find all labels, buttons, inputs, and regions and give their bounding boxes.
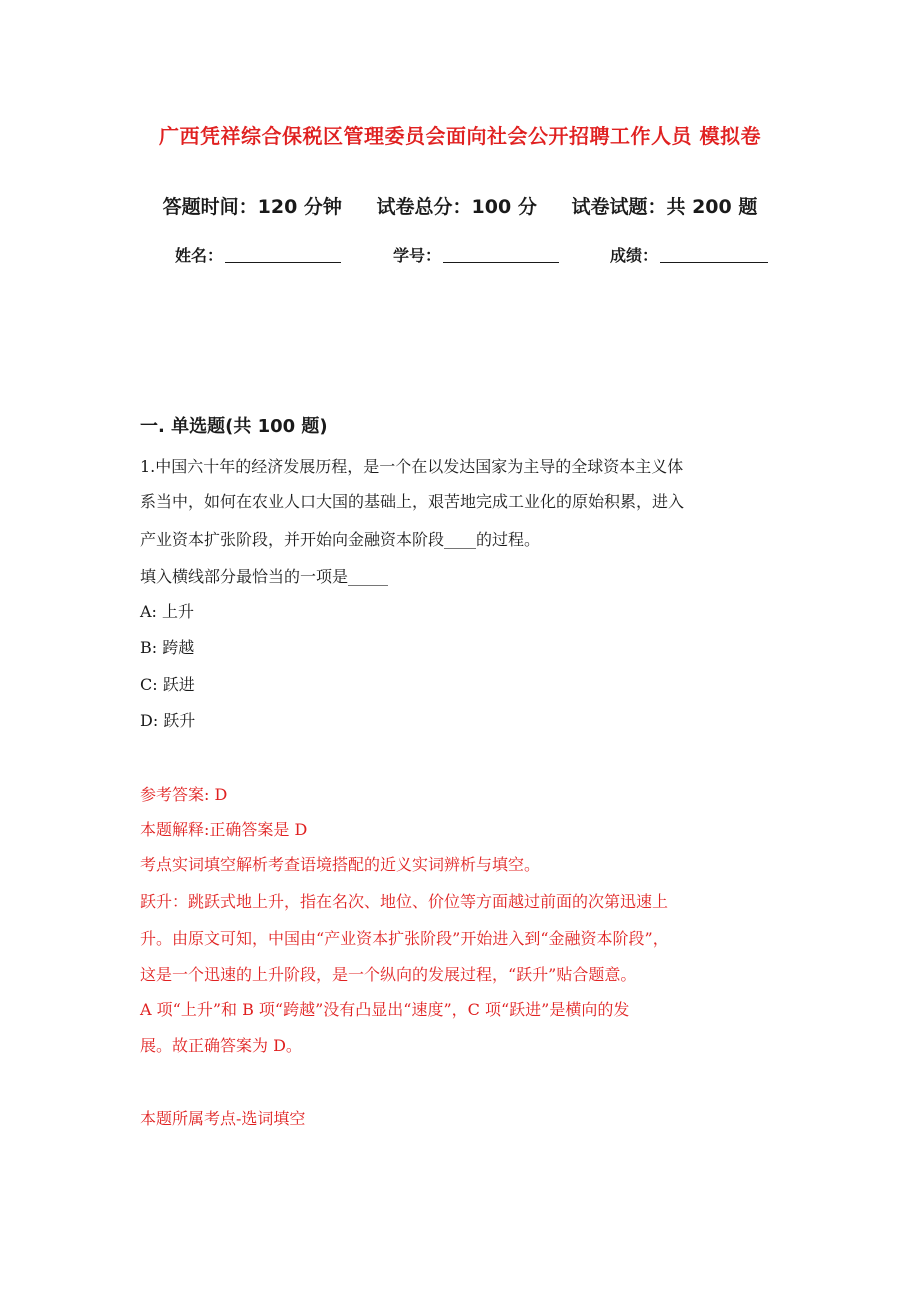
question-stem-line: 产业资本扩张阶段，并开始向金融资本阶段____的过程。 xyxy=(140,530,541,549)
score-blank[interactable] xyxy=(660,246,768,263)
explanation-line: 本题解释:正确答案是 D xyxy=(140,820,308,839)
explanation-line: 跃升：跳跃式地上升，指在名次、地位、价位等方面越过前面的次第迅速上 xyxy=(140,892,669,911)
score-field[interactable] xyxy=(610,243,768,266)
score-label: 成绩： xyxy=(610,246,659,265)
question-stem-line: 系当中，如何在农业人口大国的基础上，艰苦地完成工业化的原始积累，进入 xyxy=(140,492,685,511)
question-prompt: 填入横线部分最恰当的一项是_____ xyxy=(140,567,389,586)
exam-meta xyxy=(0,192,920,219)
topic-line: 本题所属考点-选词填空 xyxy=(140,1109,306,1128)
id-field[interactable] xyxy=(393,243,559,266)
option-c[interactable]: C: 跃进 xyxy=(140,675,195,694)
id-label: 学号： xyxy=(393,246,442,265)
id-blank[interactable] xyxy=(443,246,559,263)
explanation-line: 考点实词填空解析考查语境搭配的近义实词辨析与填空。 xyxy=(140,855,541,874)
name-field[interactable] xyxy=(175,243,341,266)
option-b[interactable]: B: 跨越 xyxy=(140,638,195,657)
section-title: 一. 单选题(共 100 题) xyxy=(140,416,328,437)
question-stem-line: 1.中国六十年的经济发展历程，是一个在以发达国家为主导的全球资本主义体 xyxy=(140,457,684,476)
explanation-line: 展。故正确答案为 D。 xyxy=(140,1036,302,1055)
option-d[interactable]: D: 跃升 xyxy=(140,711,196,730)
name-label: 姓名： xyxy=(175,246,224,265)
explanation-line: 这是一个迅速的上升阶段，是一个纵向的发展过程，“跃升”贴合题意。 xyxy=(140,965,637,984)
document-title: 广西凭祥综合保税区管理委员会面向社会公开招聘工作人员 模拟卷 xyxy=(159,124,761,148)
name-blank[interactable] xyxy=(225,246,341,263)
exam-question-count: 试卷试题：共 200 题 xyxy=(571,196,758,218)
exam-total-score: 试卷总分：100 分 xyxy=(376,196,537,218)
option-a[interactable]: A: 上升 xyxy=(140,602,195,621)
explanation-line: 升。由原文可知，中国由“产业资本扩张阶段”开始进入到“金融资本阶段”， xyxy=(140,929,669,948)
reference-answer: 参考答案: D xyxy=(140,785,228,804)
exam-time: 答题时间：120 分钟 xyxy=(162,196,342,218)
explanation-line: A 项“上升”和 B 项“跨越”没有凸显出“速度”，C 项“跃进”是横向的发 xyxy=(140,1000,630,1019)
